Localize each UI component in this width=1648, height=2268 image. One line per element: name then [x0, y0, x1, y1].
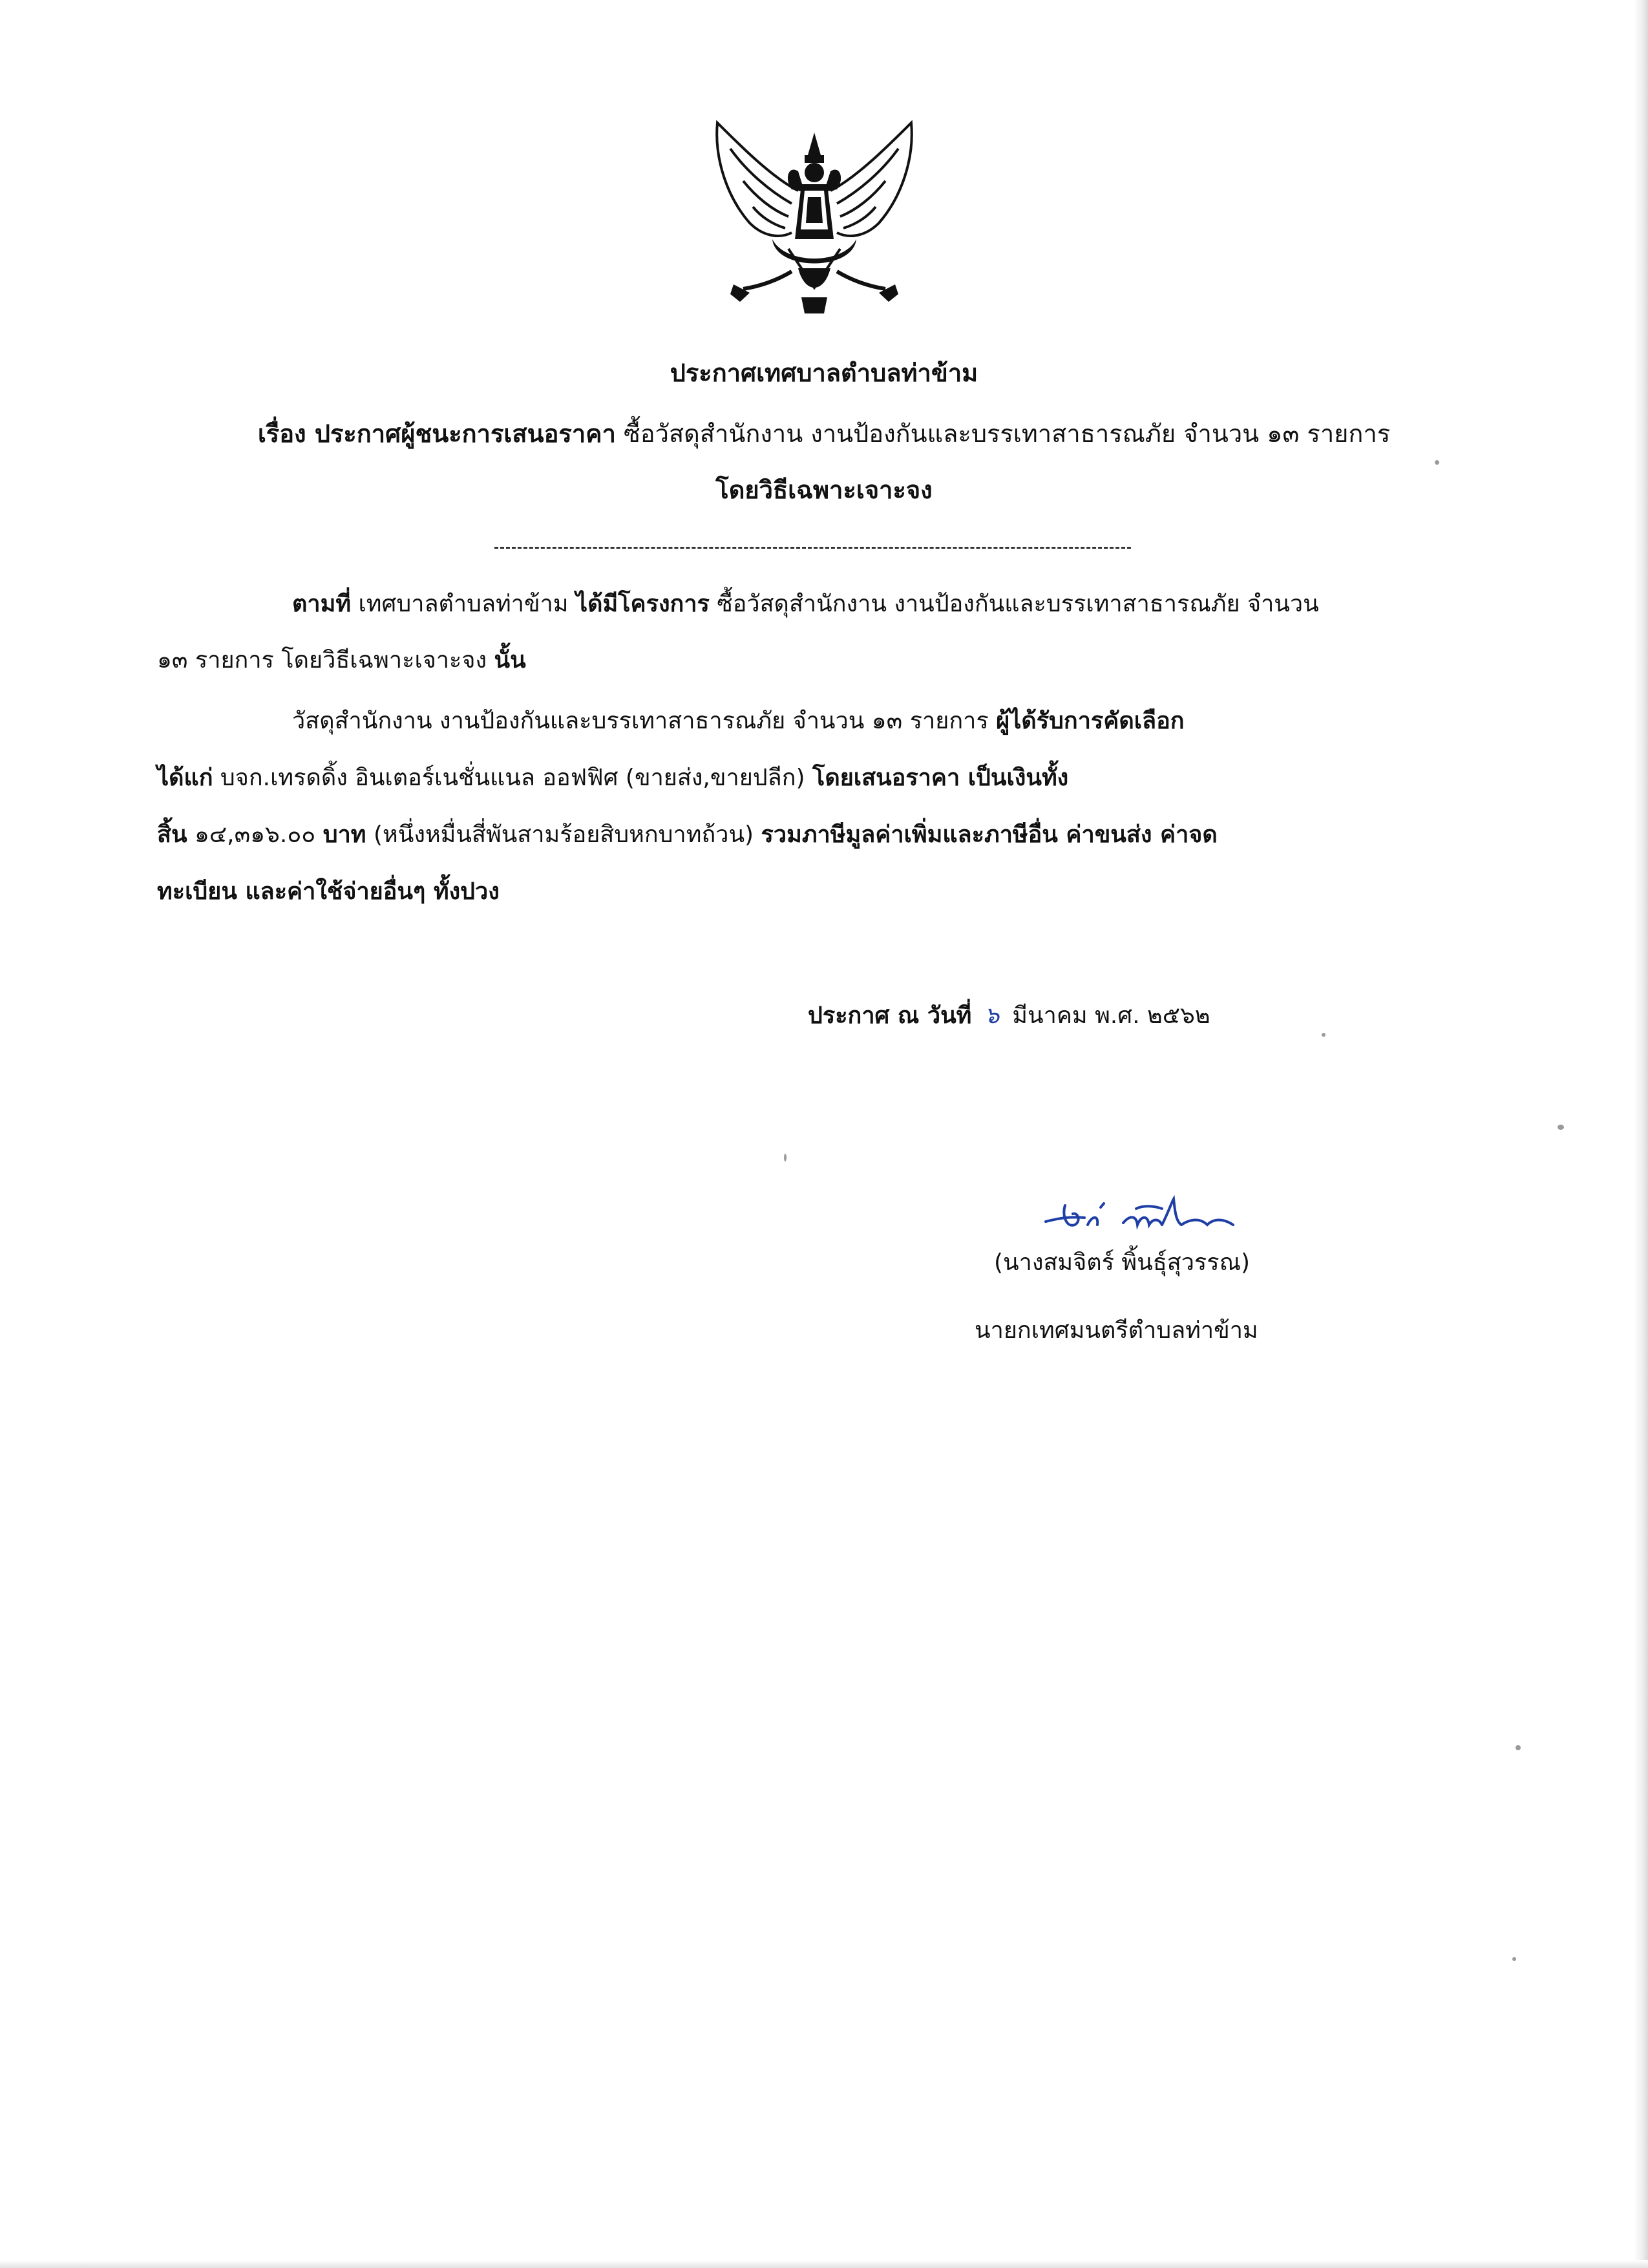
para2-line4-text: ทะเบียน และค่าใช้จ่ายอื่นๆ ทั้งปวง	[157, 878, 500, 905]
date-day: ๖	[984, 1002, 1000, 1029]
signer-name: (นางสมจิตร์ พิ้นธุ์สุวรรณ)	[994, 1249, 1251, 1276]
para2-item: วัสดุสำนักงาน งานป้องกันและบรรเทาสาธารณภัย จำนวน ๑๓ รายการ	[292, 708, 997, 734]
garuda-emblem-icon	[701, 120, 927, 333]
para2-vat: รวมภาษีมูลค่าเพิ่มและภาษีอื่น ค่าขนส่ง ค่าจด	[761, 821, 1218, 848]
para2-line3	[157, 820, 1218, 851]
para2-amount: ๑๔,๓๑๖.๐๐	[187, 821, 323, 848]
para1-end: นั้น	[494, 647, 526, 673]
issuer: ประกาศเทศบาลตำบลท่าข้าม	[670, 359, 978, 387]
para2-offer-label: โดยเสนอราคา เป็นเงินทั้ง	[812, 765, 1069, 791]
document-subject	[0, 418, 1648, 450]
handwritten-signature-icon	[1039, 1189, 1246, 1241]
para1-lead: ตามที่	[292, 591, 352, 617]
scan-speck	[1322, 1033, 1326, 1037]
para1-project: ซื้อวัสดุสำนักงาน งานป้องกันและบรรเทาสาธารณภัย จำนวน	[709, 591, 1319, 617]
title-divider	[494, 547, 1131, 549]
procurement-method	[0, 474, 1648, 506]
para1-line1	[292, 589, 1319, 620]
para1-org: เทศบาลตำบลท่าข้าม	[351, 591, 576, 617]
scan-speck	[1435, 460, 1439, 465]
para2-total-label: สิ้น	[157, 821, 187, 848]
scan-edge	[1634, 0, 1648, 2268]
para2-selected-label: ผู้ได้รับการคัดเลือก	[996, 708, 1185, 734]
method-text: โดยวิธีเฉพาะเจาะจง	[715, 476, 933, 504]
scan-speck	[1516, 1745, 1521, 1750]
date-label: ประกาศ ณ วันที่	[808, 1002, 972, 1029]
scan-bottom-edge	[0, 2260, 1648, 2268]
para1-line2	[157, 645, 526, 676]
para2-line2	[157, 763, 1068, 794]
document-title	[0, 357, 1648, 389]
scan-speck	[1558, 1125, 1564, 1130]
para2-baht: บาท	[322, 821, 366, 848]
para2-winner-label: ได้แก่	[157, 765, 213, 791]
para2-winner: บจก.เทรดดิ้ง อินเตอร์เนชั่นแนล ออฟฟิศ (ขายส่ง,ขายปลีก)	[213, 765, 812, 791]
date-month-year: มีนาคม พ.ศ. ๒๕๖๒	[1012, 1002, 1210, 1029]
para1-line2-text: ๑๓ รายการ โดยวิธีเฉพาะเจาะจง	[157, 647, 494, 673]
scan-speck	[784, 1154, 787, 1161]
para2-line4	[157, 876, 500, 907]
para2-line1	[292, 706, 1185, 737]
subject-text: ซื้อวัสดุสำนักงาน งานป้องกันและบรรเทาสาธารณภัย จำนวน ๑๓ รายการ	[615, 419, 1391, 448]
signer-position: นายกเทศมนตรีตำบลท่าข้าม	[975, 1317, 1258, 1344]
para2-amount-words: (หนึ่งหมื่นสี่พันสามร้อยสิบหกบาทถ้วน)	[366, 821, 761, 848]
scan-speck	[1512, 1957, 1516, 1961]
announcement-date	[808, 1001, 1210, 1032]
para1-project-label: ได้มีโครงการ	[575, 591, 710, 617]
subject-label: เรื่อง ประกาศผู้ชนะการเสนอราคา	[257, 419, 616, 448]
